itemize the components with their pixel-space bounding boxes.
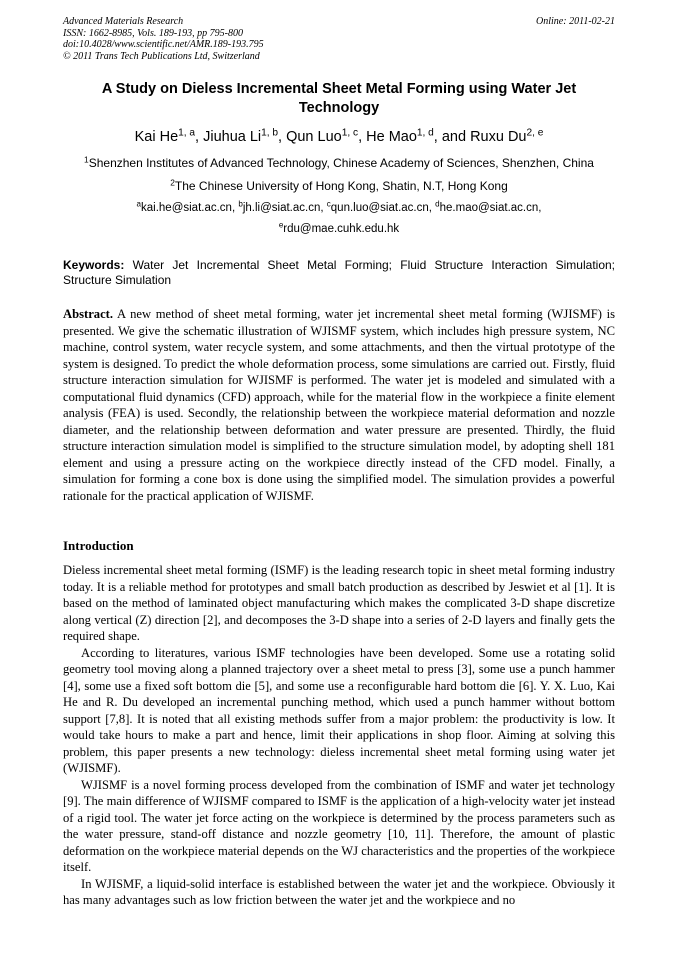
affiliation-text: The Chinese University of Hong Kong, Shatin, N.T, Hong Kong — [174, 179, 508, 193]
keywords-text: Water Jet Incremental Sheet Metal Forming; Fluid Structure Interaction Simulation; Structure Simulation — [63, 258, 615, 287]
paragraph: Dieless incremental sheet metal forming (ISMF) is the leading research topic in sheet metal forming industry today. It is a reliable method for prototypes and small batch production as described by Jeswiet et al [1]. It is based on the method of laminated object manufacturing which makes the complicated 3-D shape discretize along vertical (Z) direction [2], and decomposes the 3-D shape into a series of 2-D layers and finally gets the required shape. — [63, 563, 615, 643]
author-list — [63, 128, 615, 146]
author-sep: , — [278, 129, 287, 145]
email-link[interactable]: he.mao@siat.ac.cn — [439, 202, 539, 214]
affiliation-sup: 1 — [84, 154, 89, 165]
keywords-label: Keywords: — [63, 258, 125, 272]
journal-name: Advanced Materials Research — [63, 16, 184, 27]
email-link[interactable]: rdu@mae.cuhk.edu.hk — [283, 223, 400, 235]
author-name: Qun Luo — [286, 129, 342, 145]
copyright-line: © 2011 Trans Tech Publications Ltd, Switzerland — [63, 50, 260, 62]
author-sep: , and — [433, 129, 471, 145]
email-link[interactable]: kai.he@siat.ac.cn — [141, 202, 232, 214]
paragraph: According to literatures, various ISMF technologies have been developed. Some use a rotating solid geometry tool moving along a planned trajectory over a sheet metal to press [3], some use a punch hammer [4], some use a fixed soft bottom die [5], and some use a reconfigurable hard bottom die [6]. Y. X. Luo, Kai He and R. Du developed an incremental punching method, which used a punch hammer without bottom support [7,8]. It is noted that all existing methods suffer from a major problem: the productivity is low. It would take hours to make a part and hence, limit their applications in shop floor. Aiming at solving this problem, this paper presents a new technology: dieless incremental sheet metal forming using water jet (WJISMF). — [63, 645, 615, 775]
author-sup: 1, a — [178, 127, 196, 139]
abstract-block — [63, 306, 615, 504]
email-sup: c — [326, 199, 331, 209]
author-sup: 2, e — [526, 127, 544, 139]
abstract-text: A new method of sheet metal forming, water jet incremental sheet metal forming (WJISMF) is presented. We give the schematic illustration of WJISMF system, which includes high pressure system, NC machine, control system, water recycle system, and some attachments, and then the virtual prototype of the system is designed. To predict the whole deformation process, some simulations are carried out. Firstly, fluid structure interaction simulation for WJISMF is performed. The water jet is modeled and simulated with a computational fluid dynamics (CFD) approach, while for the material flow in the workpiece a finite element analysis (FEA) is used. Secondly, the relationship between the workpiece material deformation and nozzle diameter, and the relationship between deformation and water pressure are presented. Thirdly, the fluid structure interaction simulation model is simplified to the structure simulation model, by adopting shell 181 element and using a pressure acting on the workpiece directly instead of the CFD model. Finally, a simulation for forming a cone box is done using the simplified model. The simulation provides a powerful rationale for the practical application of WJISMF. — [63, 307, 615, 503]
email-sup: b — [238, 199, 243, 209]
affiliation-sup: 2 — [170, 177, 175, 188]
paragraph: WJISMF is a novel forming process developed from the combination of ISMF and water jet technology [9]. The main difference of WJISMF compared to ISMF is the application of a high-velocity water jet instead of a rigid tool. The water jet force acting on the workpiece is determined by the process parameters such as the water pressure, stand-off distance and nozzle geometry [10, 11]. Therefore, the amount of plastic deformation on the workpiece material depends on the WJ characteristics and the properties of the workpiece itself. — [63, 777, 615, 874]
email-sup: a — [136, 199, 142, 209]
author-sep: , — [195, 129, 204, 145]
paragraph: In WJISMF, a liquid-solid interface is established between the water jet and the workpiece. Obviously it has many advantages such as low friction between the water jet and the workpiece and no — [63, 876, 615, 907]
journal-header — [63, 16, 615, 62]
email-link[interactable]: qun.luo@siat.ac.cn — [330, 202, 429, 214]
introduction-heading: Introduction — [63, 538, 134, 553]
author-sup: 1, d — [416, 127, 434, 139]
affiliation-1 — [63, 156, 615, 171]
affiliation-2 — [63, 179, 615, 194]
email-link[interactable]: jh.li@siat.ac.cn — [242, 202, 321, 214]
issn-line: ISSN: 1662-8985, Vols. 189-193, pp 795-800 — [63, 27, 243, 39]
email-list: $^a$kai.he@siat.ac.cn, $^b$jh.li@siat.ac.cn, $^c$qun.luo@siat.ac.cn, $^d$he.mao@siat.ac.cn, — [136, 199, 542, 214]
author-name: Jiuhua Li — [203, 129, 262, 145]
doi-line[interactable]: doi:10.4028/www.scientific.net/AMR.189-193.795 — [63, 39, 264, 50]
author-sup: 1, c — [341, 127, 359, 139]
email-sup: e — [278, 220, 284, 230]
author-name: He Mao — [366, 129, 417, 145]
abstract-label: Abstract. — [63, 307, 114, 321]
affiliation-text: Shenzhen Institutes of Advanced Technology, Chinese Academy of Sciences, Shenzhen, China — [88, 156, 594, 170]
keywords-block — [63, 258, 615, 288]
author-sep: , — [358, 129, 367, 145]
author-name: Kai He — [134, 129, 179, 145]
author-name: Ruxu Du — [470, 129, 527, 145]
author-sup: 1, b — [261, 127, 279, 139]
online-date: Online: 2011-02-21 — [536, 16, 615, 27]
email-list-2 — [63, 222, 615, 237]
paper-title: A Study on Dieless Incremental Sheet Metal Forming using Water Jet Technology — [101, 81, 577, 116]
email-sup: d — [435, 199, 440, 209]
introduction-body — [63, 562, 615, 909]
